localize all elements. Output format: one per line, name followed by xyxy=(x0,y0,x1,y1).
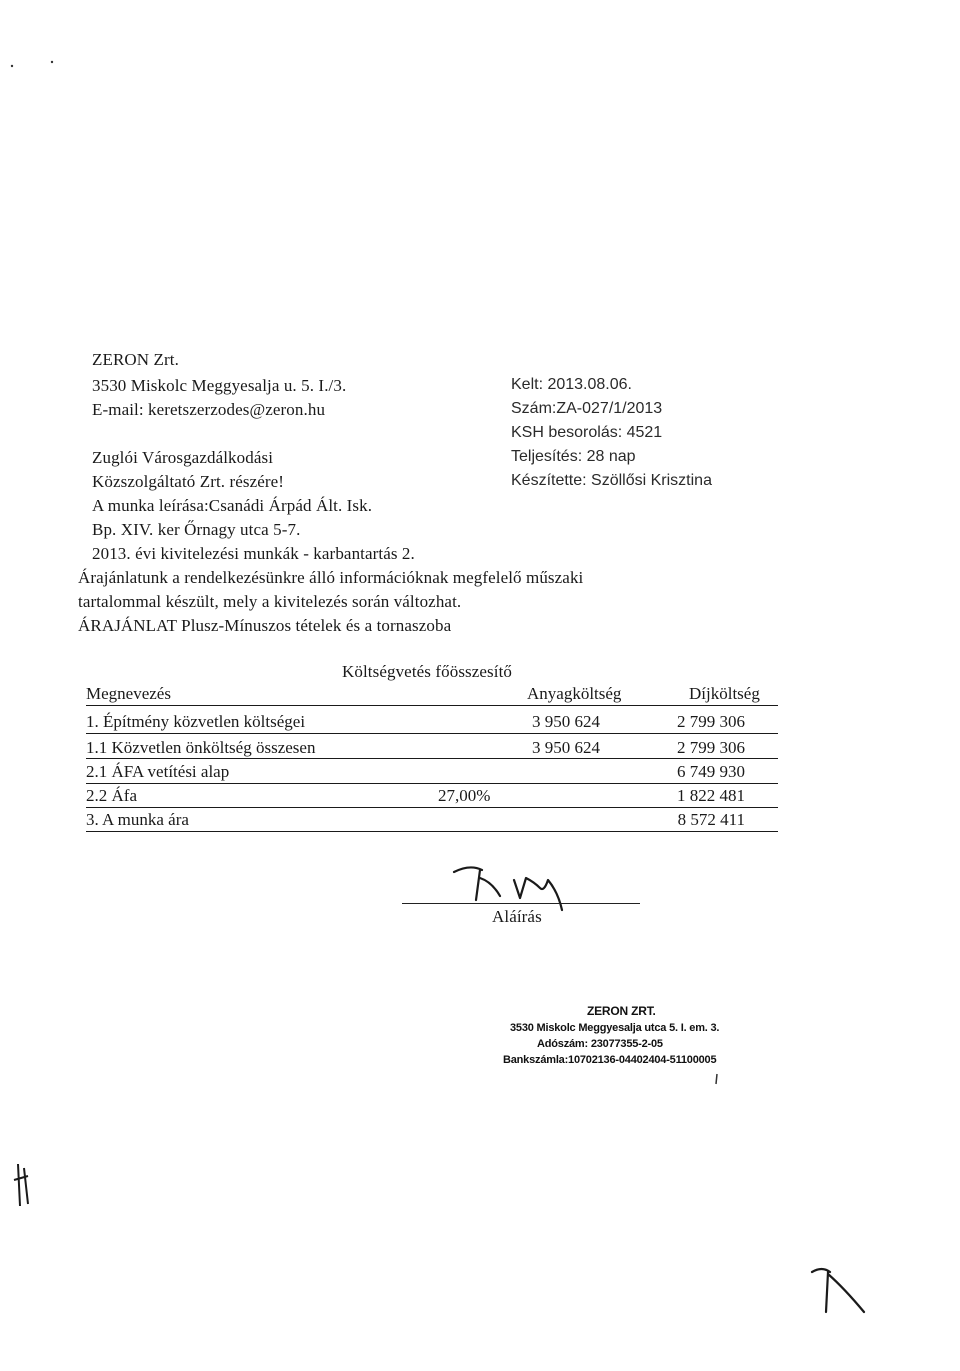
table-row xyxy=(78,810,778,830)
scan-dots xyxy=(8,58,58,78)
recipient-line2: Közszolgáltató Zrt. részére! xyxy=(92,472,285,491)
margin-mark-icon xyxy=(8,1160,38,1210)
row-name: 2.1 ÁFA vetítési alap xyxy=(86,762,230,781)
table-row xyxy=(78,786,778,806)
summary-title: Költségvetés főösszesítő xyxy=(342,662,513,681)
header-name: Megnevezés xyxy=(86,684,171,703)
document-date: Kelt: 2013.08.06. xyxy=(511,376,632,393)
initials-mark xyxy=(808,1262,868,1322)
sender-email: E-mail: keretszerzodes@zeron.hu xyxy=(92,400,326,419)
signature-line xyxy=(402,903,640,904)
stamp-tax-number: Adószám: 23077355-2-05 xyxy=(537,1038,663,1050)
header-fee: Díjköltség xyxy=(689,684,760,703)
recipient-line1: Zuglói Városgazdálkodási xyxy=(92,448,274,467)
intro-line1: Árajánlatunk a rendelkezésünkre álló információknak megfelelő műszaki xyxy=(78,568,584,587)
work-location: Bp. XIV. ker Őrnagy utca 5-7. xyxy=(92,520,301,539)
row-divider xyxy=(86,783,778,784)
row-divider xyxy=(86,758,778,759)
stamp-bank-account: Bankszámla:10702136-04402404-51100005 xyxy=(503,1054,717,1066)
table-row xyxy=(78,712,778,732)
document-number: Szám:ZA-027/1/2013 xyxy=(511,400,663,417)
header-divider xyxy=(86,705,778,706)
sender-company: ZERON Zrt. xyxy=(92,350,179,369)
row-divider xyxy=(86,807,778,808)
row-fee: 2 799 306 xyxy=(677,738,745,757)
job-title: 2013. évi kivitelezési munkák - karbantartás 2. xyxy=(92,544,415,563)
signature-label: Aláírás xyxy=(492,907,542,926)
intro-line2: tartalommal készült, mely a kivitelezés során változhat. xyxy=(78,592,462,611)
ksh-classification: KSH besorolás: 4521 xyxy=(511,424,663,441)
sender-address: 3530 Miskolc Meggyesalja u. 5. I./3. xyxy=(92,376,347,395)
table-header-row xyxy=(78,684,778,704)
work-description: A munka leírása:Csanádi Árpád Ált. Isk. xyxy=(92,496,373,515)
stamp-company: ZERON ZRT. xyxy=(587,1004,656,1018)
row-material: 3 950 624 xyxy=(532,738,600,757)
row-name: 1.1 Közvetlen önköltség összesen xyxy=(86,738,316,757)
header-material: Anyagköltség xyxy=(527,684,622,703)
row-name: 2.2 Áfa xyxy=(86,786,137,805)
row-fee: 2 799 306 xyxy=(677,712,745,731)
row-material: 3 950 624 xyxy=(532,712,600,731)
row-fee: 8 572 411 xyxy=(677,810,745,829)
prepared-by: Készítette: Szöllősi Krisztina xyxy=(511,472,712,489)
scan-tick xyxy=(712,1072,722,1086)
row-name: 3. A munka ára xyxy=(86,810,189,829)
stamp-address: 3530 Miskolc Meggyesalja utca 5. I. em. 3. xyxy=(510,1022,720,1034)
table-row xyxy=(78,762,778,782)
completion-time: Teljesítés: 28 nap xyxy=(511,448,636,465)
row-fee: 6 749 930 xyxy=(677,762,745,781)
row-divider xyxy=(86,733,778,734)
row-divider xyxy=(86,831,778,832)
row-name: 1. Építmény közvetlen költségei xyxy=(86,712,306,731)
table-row xyxy=(78,738,778,758)
row-fee: 1 822 481 xyxy=(677,786,745,805)
offer-title: ÁRAJÁNLAT Plusz-Mínuszos tételek és a tornaszoba xyxy=(78,616,452,635)
row-percent: 27,00% xyxy=(438,786,491,805)
